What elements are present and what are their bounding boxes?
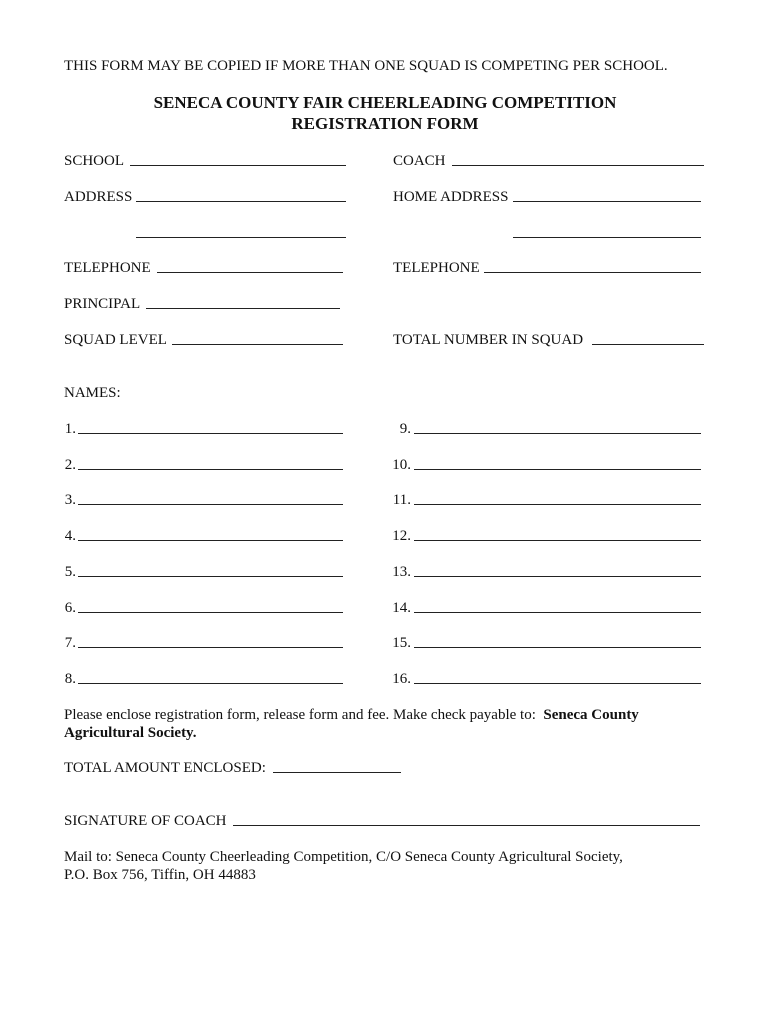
name-number-10: 10. <box>392 457 411 473</box>
address-label: ADDRESS <box>64 189 133 205</box>
coach-field[interactable] <box>452 165 704 166</box>
total-in-squad-field[interactable] <box>592 344 704 345</box>
address-field-line2[interactable] <box>136 237 346 238</box>
names-heading: NAMES: <box>64 385 121 401</box>
name-number-16: 16. <box>392 671 411 687</box>
total-enclosed-field[interactable] <box>273 772 401 773</box>
address-field[interactable] <box>136 201 346 202</box>
principal-label: PRINCIPAL <box>64 296 141 312</box>
signature-label: SIGNATURE OF COACH <box>64 813 227 829</box>
principal-field[interactable] <box>146 308 340 309</box>
enclose-text: Please enclose registration form, release form and fee. Make check payable to: <box>64 707 536 723</box>
form-title-line1: SENECA COUNTY FAIR CHEERLEADING COMPETITION <box>153 93 617 112</box>
name-number-9: 9. <box>399 421 411 437</box>
name-number-3: 3. <box>64 492 76 508</box>
telephone-field[interactable] <box>157 272 343 273</box>
name-field-11[interactable] <box>414 504 701 505</box>
coach-telephone-field[interactable] <box>484 272 701 273</box>
name-field-9[interactable] <box>414 433 701 434</box>
total-enclosed-label: TOTAL AMOUNT ENCLOSED: <box>64 760 266 776</box>
squad-level-field[interactable] <box>172 344 343 345</box>
name-field-6[interactable] <box>78 612 343 613</box>
name-number-7: 7. <box>64 635 76 651</box>
coach-label: COACH <box>393 153 446 169</box>
signature-field[interactable] <box>233 825 700 826</box>
name-number-2: 2. <box>64 457 76 473</box>
name-number-13: 13. <box>392 564 411 580</box>
home-address-field-line2[interactable] <box>513 237 701 238</box>
home-address-label: HOME ADDRESS <box>393 189 509 205</box>
name-field-10[interactable] <box>414 469 701 470</box>
payee-name: Seneca County <box>543 707 639 723</box>
name-field-12[interactable] <box>414 540 701 541</box>
name-field-8[interactable] <box>78 683 343 684</box>
name-field-1[interactable] <box>78 433 343 434</box>
name-number-12: 12. <box>392 528 411 544</box>
school-field[interactable] <box>130 165 346 166</box>
form-title-line2: REGISTRATION FORM <box>291 114 479 133</box>
name-number-6: 6. <box>64 600 76 616</box>
name-number-8: 8. <box>64 671 76 687</box>
name-field-7[interactable] <box>78 647 343 648</box>
name-field-2[interactable] <box>78 469 343 470</box>
enclose-instructions <box>64 706 639 724</box>
telephone-label: TELEPHONE <box>64 260 151 276</box>
name-field-13[interactable] <box>414 576 701 577</box>
mail-to-line1: Mail to: Seneca County Cheerleading Competition, C/O Seneca County Agricultural Society, <box>64 849 623 865</box>
squad-level-label: SQUAD LEVEL <box>64 332 167 348</box>
name-number-14: 14. <box>392 600 411 616</box>
name-number-11: 11. <box>392 492 411 508</box>
name-number-4: 4. <box>64 528 76 544</box>
name-field-5[interactable] <box>78 576 343 577</box>
name-field-14[interactable] <box>414 612 701 613</box>
home-address-field[interactable] <box>513 201 701 202</box>
name-field-4[interactable] <box>78 540 343 541</box>
name-field-15[interactable] <box>414 647 701 648</box>
payee-name-cont: Agricultural Society. <box>64 725 197 741</box>
school-label: SCHOOL <box>64 153 125 169</box>
name-field-3[interactable] <box>78 504 343 505</box>
mail-to-line2: P.O. Box 756, Tiffin, OH 44883 <box>64 867 256 883</box>
name-number-15: 15. <box>392 635 411 651</box>
name-number-5: 5. <box>64 564 76 580</box>
name-number-1: 1. <box>64 421 76 437</box>
copy-notice: THIS FORM MAY BE COPIED IF MORE THAN ONE SQUAD IS COMPETING PER SCHOOL. <box>64 58 668 74</box>
name-field-16[interactable] <box>414 683 701 684</box>
coach-telephone-label: TELEPHONE <box>393 260 480 276</box>
total-in-squad-label: TOTAL NUMBER IN SQUAD <box>393 332 584 348</box>
